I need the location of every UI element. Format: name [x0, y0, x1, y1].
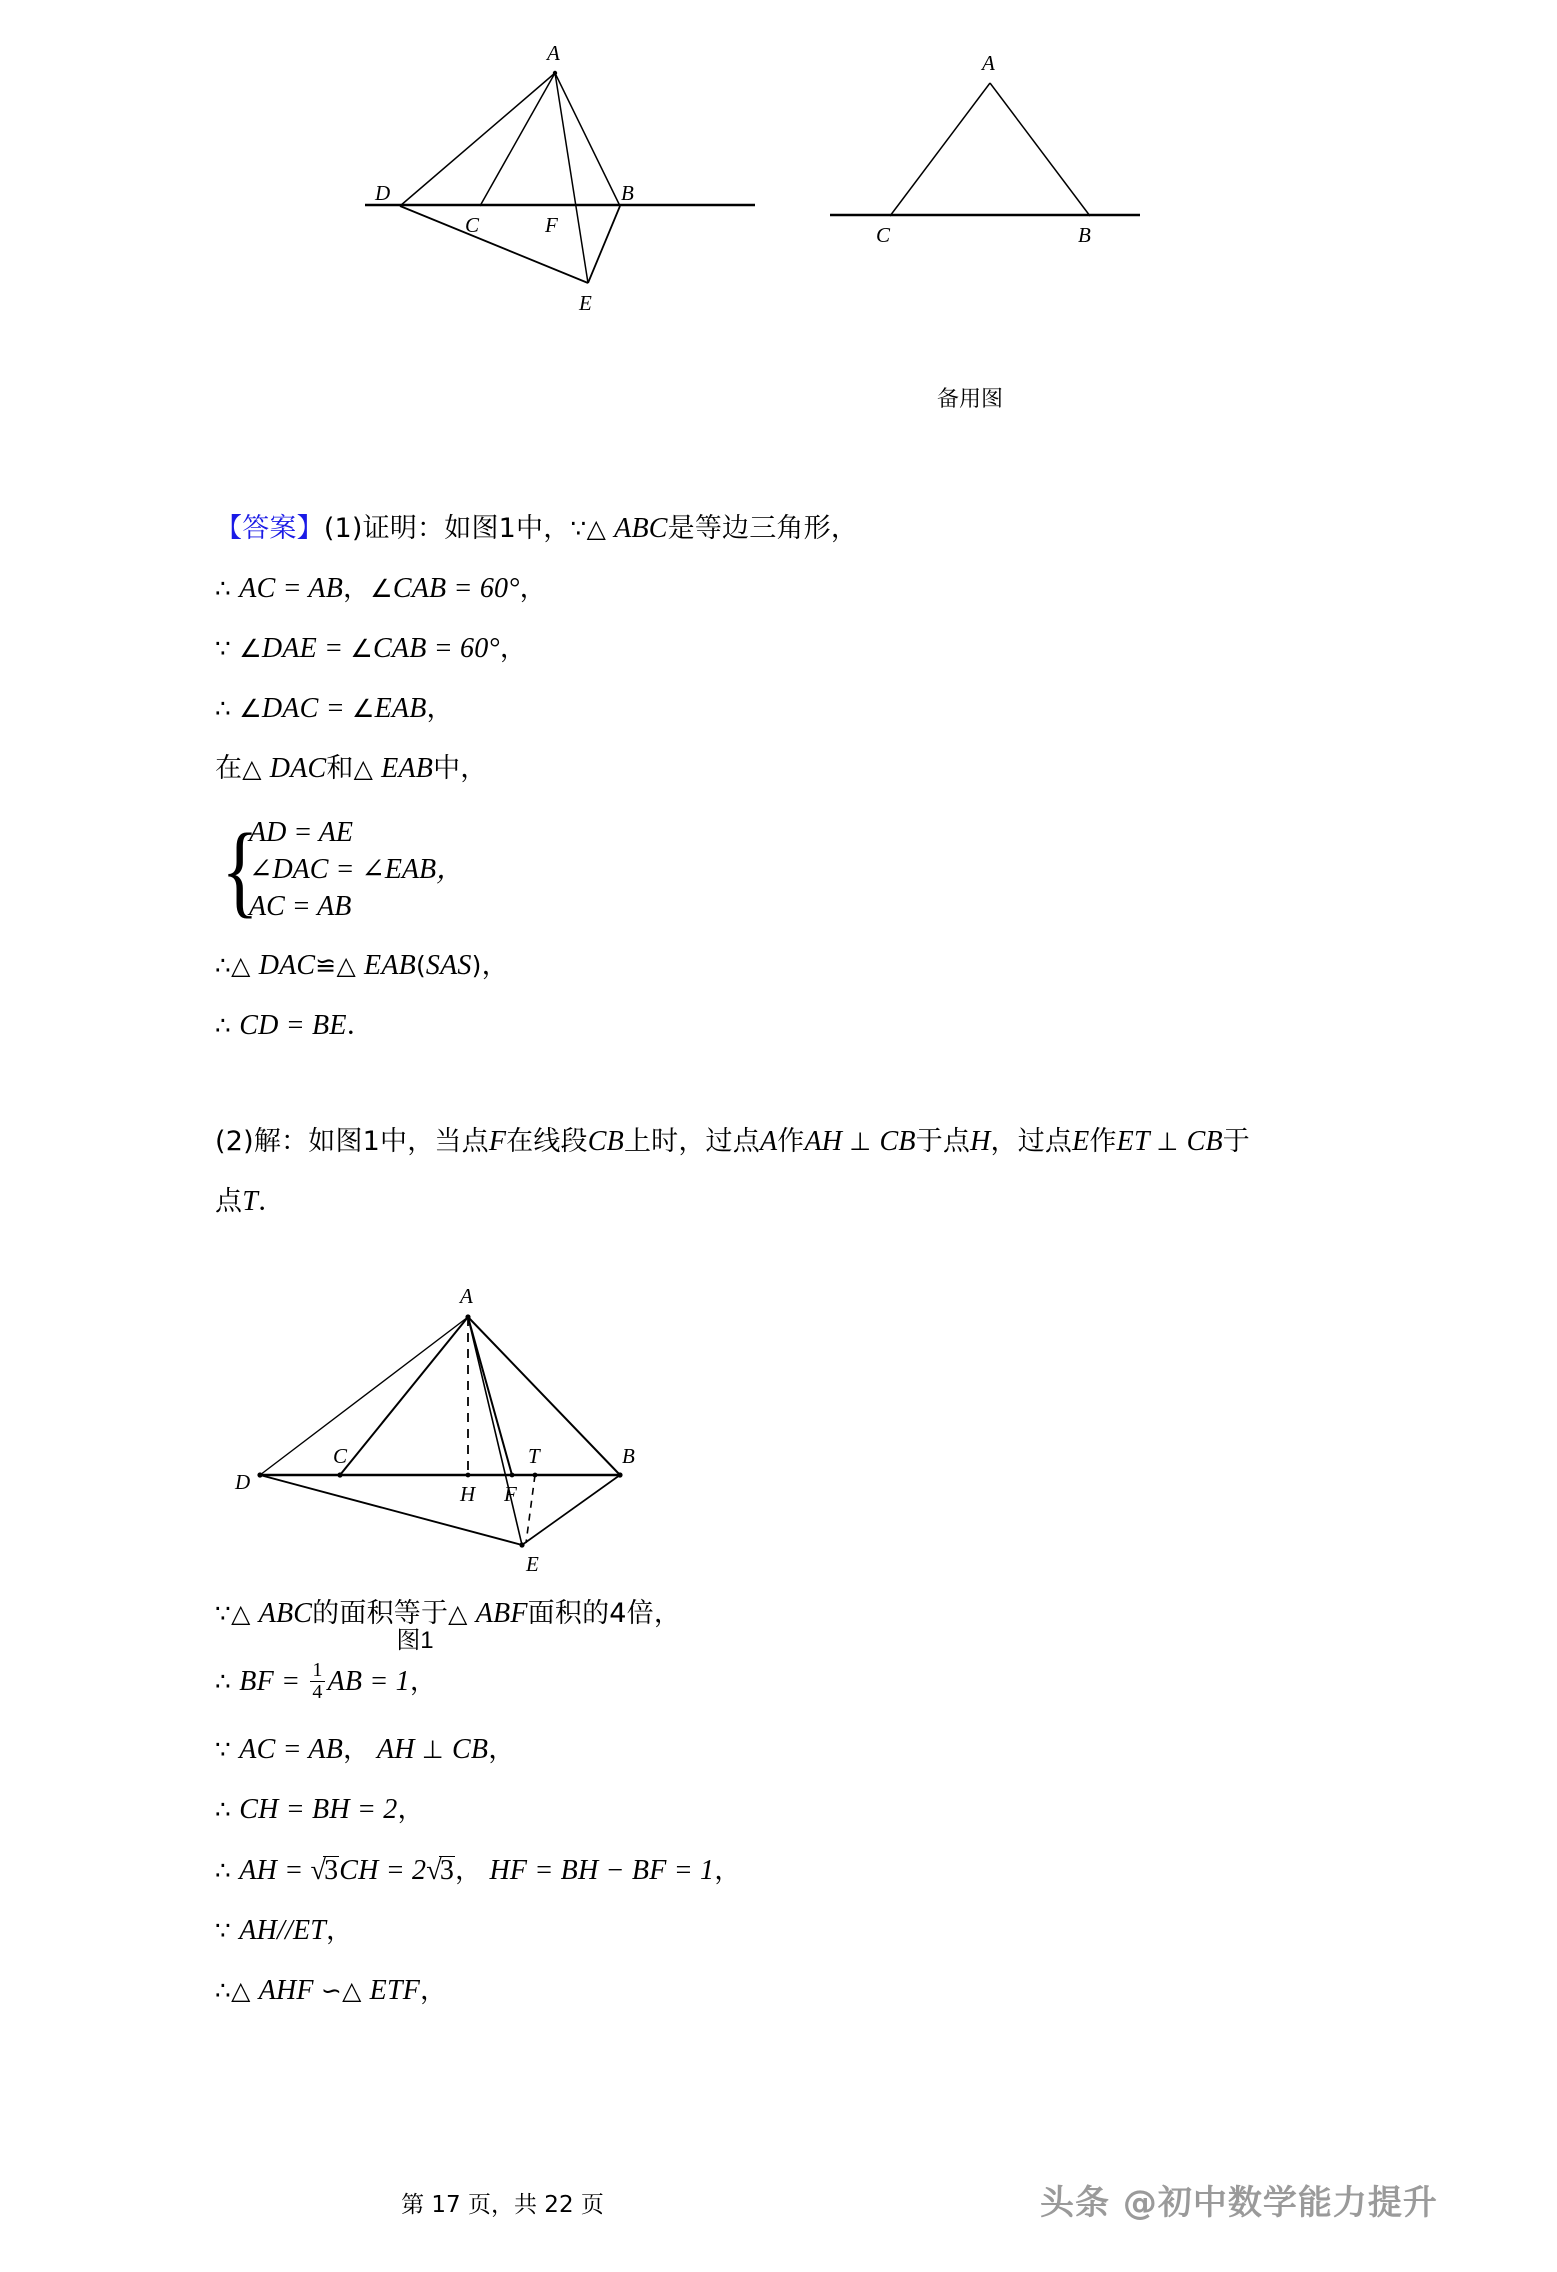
- line8-abf: ABF: [475, 1597, 528, 1629]
- p2-l1-p5: 上时，过点: [623, 1125, 760, 1157]
- fraction-numerator: 1: [312, 1658, 323, 1681]
- answer-tag: 【答案】: [215, 513, 324, 544]
- ah-comma1: ，: [455, 1855, 483, 1887]
- p2-l1-E: E: [1072, 1125, 1090, 1157]
- line2-therefore: ∴: [215, 574, 240, 603]
- line3-because: ∵: [215, 634, 240, 663]
- line6-dac: DAC: [258, 949, 316, 981]
- label-A: A: [547, 41, 560, 65]
- line5-tri1: △: [242, 754, 270, 783]
- label-A: A: [982, 51, 995, 75]
- ah-comma2: ，: [714, 1855, 742, 1887]
- line6-tri2: △: [336, 950, 365, 980]
- figure-1-gap: [215, 1248, 1395, 1600]
- line2-angle: ∠: [370, 574, 393, 603]
- equation-system: [215, 812, 465, 928]
- line8-because: ∵: [215, 1598, 232, 1628]
- line3-angle1: ∠: [239, 634, 262, 663]
- radical-value: 3: [439, 1855, 455, 1887]
- line9-comma: ，: [343, 1734, 371, 1766]
- answer-line-ah: [215, 1856, 1395, 1885]
- line9-cb: CB: [452, 1734, 489, 1766]
- p2-l2-period: ．: [257, 1185, 286, 1217]
- line9-because: ∵: [215, 1735, 240, 1765]
- ah-v3: HF = BH − BF = 1: [482, 1855, 715, 1887]
- label-B: B: [622, 1444, 635, 1468]
- answer-body: [215, 515, 1395, 2037]
- label-C: C: [465, 213, 480, 237]
- label-A: A: [460, 1284, 473, 1308]
- line8-mianji: 的面积等于: [312, 1597, 449, 1629]
- p2-l1-p13: ，过点: [990, 1125, 1073, 1157]
- answer-line-2: [215, 575, 1395, 603]
- p2-l1-CB2: CB: [879, 1125, 916, 1157]
- line9-ah: AH: [370, 1734, 422, 1766]
- p2-l1-zuo2: 作: [1089, 1125, 1117, 1157]
- line5-he: 和: [326, 753, 354, 784]
- radical-2: [426, 1856, 455, 1885]
- ah-v2: CH = 2: [339, 1855, 427, 1887]
- line9-comma2: ，: [488, 1734, 516, 1766]
- line7-period: ．: [346, 1009, 374, 1041]
- bf-comma: ，: [409, 1665, 438, 1697]
- line11-comma: ，: [326, 1915, 354, 1947]
- section-gap: [215, 1072, 1395, 1128]
- line5-dac: DAC: [269, 753, 327, 784]
- label-H: H: [460, 1482, 476, 1506]
- label-T: T: [528, 1444, 540, 1468]
- p2-l1-p3: 在线段: [506, 1125, 588, 1157]
- p2-l1-CB: CB: [587, 1125, 624, 1157]
- answer-line-12: [215, 1977, 1395, 2005]
- line6-sas: SAS: [425, 949, 472, 981]
- line7-therefore: ∴: [215, 1010, 240, 1040]
- radical-sign-icon: √: [426, 1855, 442, 1887]
- label-E: E: [579, 291, 592, 315]
- line1-because: ∵: [570, 514, 587, 543]
- answer-line-9: [215, 1736, 1395, 1764]
- p2-l1-H: H: [970, 1125, 991, 1157]
- line6-paren-close: ): [471, 950, 482, 980]
- page-number: 第 17 页，共 22 页: [401, 2192, 604, 2218]
- p2-l1-A: A: [759, 1125, 778, 1157]
- line6-paren-open: (: [415, 950, 426, 980]
- p2-l2-dian: 点: [215, 1185, 243, 1217]
- p2-l1-perp2: ⊥: [1156, 1126, 1187, 1156]
- p2-l1-F: F: [488, 1125, 507, 1157]
- p2-l1-zuo1: 作: [777, 1125, 805, 1157]
- p2-l1-p1: 如图1中，当点: [308, 1125, 489, 1157]
- line4-angle2: ∠: [352, 694, 375, 723]
- bf-var: BF =: [239, 1665, 308, 1697]
- ah-v1: AH =: [239, 1855, 311, 1887]
- radical-value: 3: [324, 1855, 339, 1887]
- ah-therefore: ∴: [215, 1856, 240, 1886]
- answer-line-7: [215, 1009, 1395, 1041]
- line11-ahet: AH//ET: [239, 1915, 327, 1947]
- answer-line-bf: [215, 1660, 1395, 1703]
- line5-zhong: 中，: [433, 753, 488, 784]
- line3-cab60: CAB = 60°: [373, 633, 500, 664]
- answer-line-3: [215, 635, 1395, 663]
- line6-congruent: ≌: [315, 950, 337, 980]
- line6-comma: ，: [481, 949, 509, 981]
- bf-suffix: AB = 1: [327, 1665, 410, 1697]
- line12-ahf: AHF: [258, 1975, 321, 2007]
- line11-because: ∵: [215, 1916, 240, 1946]
- top-figure-row: [0, 30, 1557, 450]
- p2-l1-yu: 于: [1222, 1125, 1250, 1157]
- line5-zai: 在: [215, 753, 243, 784]
- answer-line-11: [215, 1917, 1395, 1945]
- label-D: D: [375, 181, 391, 205]
- line3-angle2: ∠: [350, 634, 374, 663]
- label-C: C: [333, 1444, 348, 1468]
- line9-perp: ⊥: [421, 1735, 452, 1765]
- p2-l1-yudian1: 于点: [915, 1125, 971, 1157]
- line5-tri2: △: [353, 754, 382, 783]
- line1-p2: 如图1中，: [444, 513, 571, 544]
- line4-comma: ，: [426, 693, 454, 724]
- line6-therefore: ∴: [215, 950, 232, 980]
- watermark: 头条 @初中数学能力提升: [1040, 2183, 1438, 2223]
- line3-comma: ，: [499, 633, 528, 664]
- label-B: B: [1078, 223, 1091, 247]
- label-F: F: [504, 1482, 517, 1506]
- radical-sign-icon: √: [310, 1855, 327, 1887]
- line12-tri2: △: [342, 1976, 370, 2006]
- line12-etf: ETF: [369, 1975, 421, 2007]
- answer-line-8: [215, 1597, 1395, 1629]
- figure-spare-caption: 备用图: [936, 386, 1003, 411]
- line6-tri1: △: [231, 950, 259, 980]
- part2-line-1: [215, 1125, 1395, 1157]
- line2-cab60: CAB = 60°: [392, 573, 520, 604]
- p2-l1-CB3: CB: [1186, 1125, 1223, 1157]
- line8-tri2: △: [448, 1598, 476, 1628]
- line12-tri1: △: [231, 1976, 259, 2006]
- line10-chbh: CH = BH = 2: [239, 1794, 398, 1826]
- bf-therefore: ∴: [215, 1666, 240, 1696]
- label-B: B: [621, 181, 634, 205]
- system-row-3: AC = AB: [249, 890, 352, 922]
- line6-eab: EAB: [364, 949, 416, 981]
- answer-line-4: [215, 695, 1395, 723]
- line2-comma2: ，: [519, 573, 547, 604]
- label-F: F: [545, 213, 558, 237]
- line8-tri1: △: [231, 1598, 259, 1628]
- label-D: D: [235, 1470, 251, 1494]
- line7-cdbe: CD = BE: [239, 1009, 347, 1041]
- line4-eab: EAB: [374, 693, 427, 724]
- line2-acab: AC = AB: [239, 573, 344, 604]
- fraction-denominator: 4: [312, 1681, 323, 1704]
- system-row-2: ∠DAC = ∠EAB，: [249, 853, 465, 885]
- p2-l2-T: T: [242, 1185, 258, 1217]
- answer-line-5: [215, 755, 1395, 783]
- line1-p1: (1)证明：: [323, 513, 445, 544]
- line1-abc: ABC: [614, 513, 668, 544]
- system-row-1: AD = AE: [249, 817, 353, 848]
- line2-comma: ，: [343, 573, 371, 604]
- line4-therefore: ∴: [215, 694, 240, 723]
- label-C: C: [876, 223, 891, 247]
- p2-l1-perp1: ⊥: [849, 1126, 880, 1156]
- line1-p3: 是等边三角形，: [667, 513, 859, 544]
- radical-1: [310, 1856, 339, 1885]
- line9-acab: AC = AB: [239, 1734, 344, 1766]
- line12-comma: ，: [420, 1975, 448, 2007]
- line4-dac: DAC =: [261, 693, 352, 724]
- p2-l1-p0: (2)解：: [215, 1125, 309, 1157]
- line1-tri: △: [586, 514, 615, 543]
- figure-abc-dae: [355, 30, 775, 355]
- p2-l1-AH: AH: [804, 1125, 850, 1157]
- answer-line-6: [215, 949, 1395, 981]
- answer-line-10: [215, 1796, 1395, 1824]
- p2-l1-ET: ET: [1116, 1125, 1157, 1157]
- answer-line-1: [215, 515, 1395, 543]
- line8-abc: ABC: [258, 1597, 313, 1629]
- line12-similar: ∽: [320, 1976, 343, 2006]
- part2-line-2: [215, 1185, 1395, 1217]
- line10-comma: ，: [397, 1794, 425, 1826]
- fraction-one-quarter: [310, 1660, 324, 1703]
- figure-spare: [820, 40, 1150, 275]
- line8-4bei: 面积的4倍，: [527, 1597, 682, 1629]
- label-E: E: [526, 1552, 539, 1576]
- line12-therefore: ∴: [215, 1976, 232, 2006]
- line4-angle1: ∠: [239, 694, 262, 723]
- line5-eab: EAB: [381, 753, 434, 784]
- line3-dae: DAE =: [261, 633, 351, 664]
- figure-1-caption: 图1: [396, 1627, 434, 1654]
- line10-therefore: ∴: [215, 1795, 240, 1825]
- left-brace-icon: {: [221, 812, 259, 928]
